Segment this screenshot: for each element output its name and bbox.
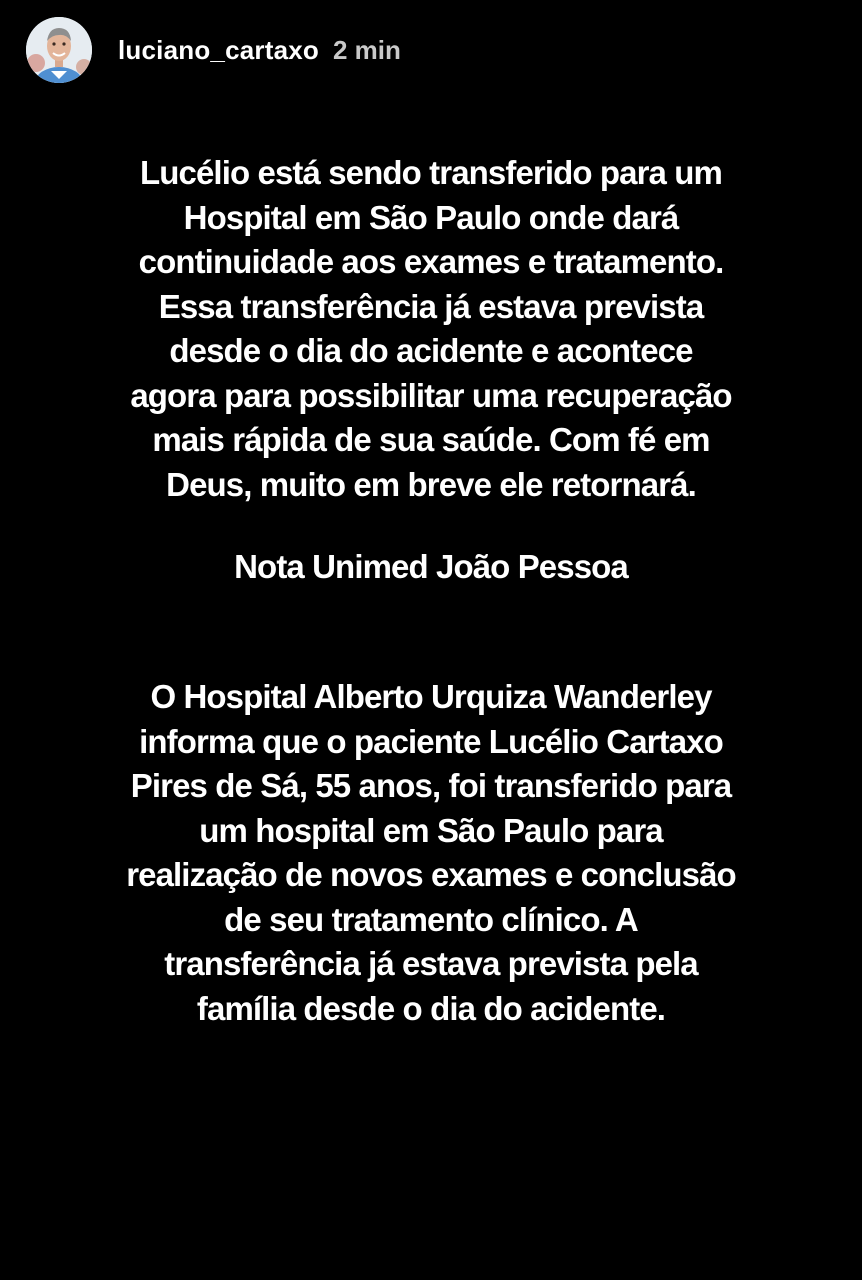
story-heading: [60, 545, 802, 590]
profile-photo-icon: [26, 17, 92, 83]
username-link[interactable]: luciano_cartaxo: [118, 34, 319, 65]
story-line: de seu tratamento clínico. A: [224, 900, 638, 938]
story-line: Hospital em São Paulo onde dará: [183, 198, 679, 236]
story-heading-text: Nota Unimed João Pessoa: [234, 548, 628, 585]
story-line: agora para possibilitar uma recuperação: [130, 376, 732, 414]
story-timestamp: 2 min: [332, 34, 401, 65]
story-line: um hospital em São Paulo para: [199, 811, 663, 849]
story-line: realização de novos exames e conclusão: [126, 856, 736, 893]
story-line: Lucélio está sendo transferido para um: [140, 154, 722, 191]
story-line: continuidade aos exames e tratamento.: [138, 243, 724, 280]
story-header: [26, 16, 401, 84]
story-line: mais rápida de sua saúde. Com fé em: [152, 421, 710, 458]
story-line: Pires de Sá, 55 anos, foi transferido para: [130, 767, 732, 804]
story-line: transferência já estava prevista pela: [164, 945, 698, 982]
story-line: informa que o paciente Lucélio Cartaxo: [139, 722, 723, 760]
story-line: família desde o dia do acidente.: [196, 989, 666, 1027]
story-line: O Hospital Alberto Urquiza Wanderley: [150, 678, 712, 715]
story-line: desde o dia do acidente e acontece: [169, 332, 693, 369]
story-line: Deus, muito em breve ele retornará.: [166, 465, 696, 503]
avatar[interactable]: [26, 17, 92, 83]
story-line: Essa transferência já estava prevista: [158, 287, 704, 325]
story-paragraph-hospital-note: [60, 675, 802, 1031]
story-paragraph-transfer: [60, 151, 802, 507]
